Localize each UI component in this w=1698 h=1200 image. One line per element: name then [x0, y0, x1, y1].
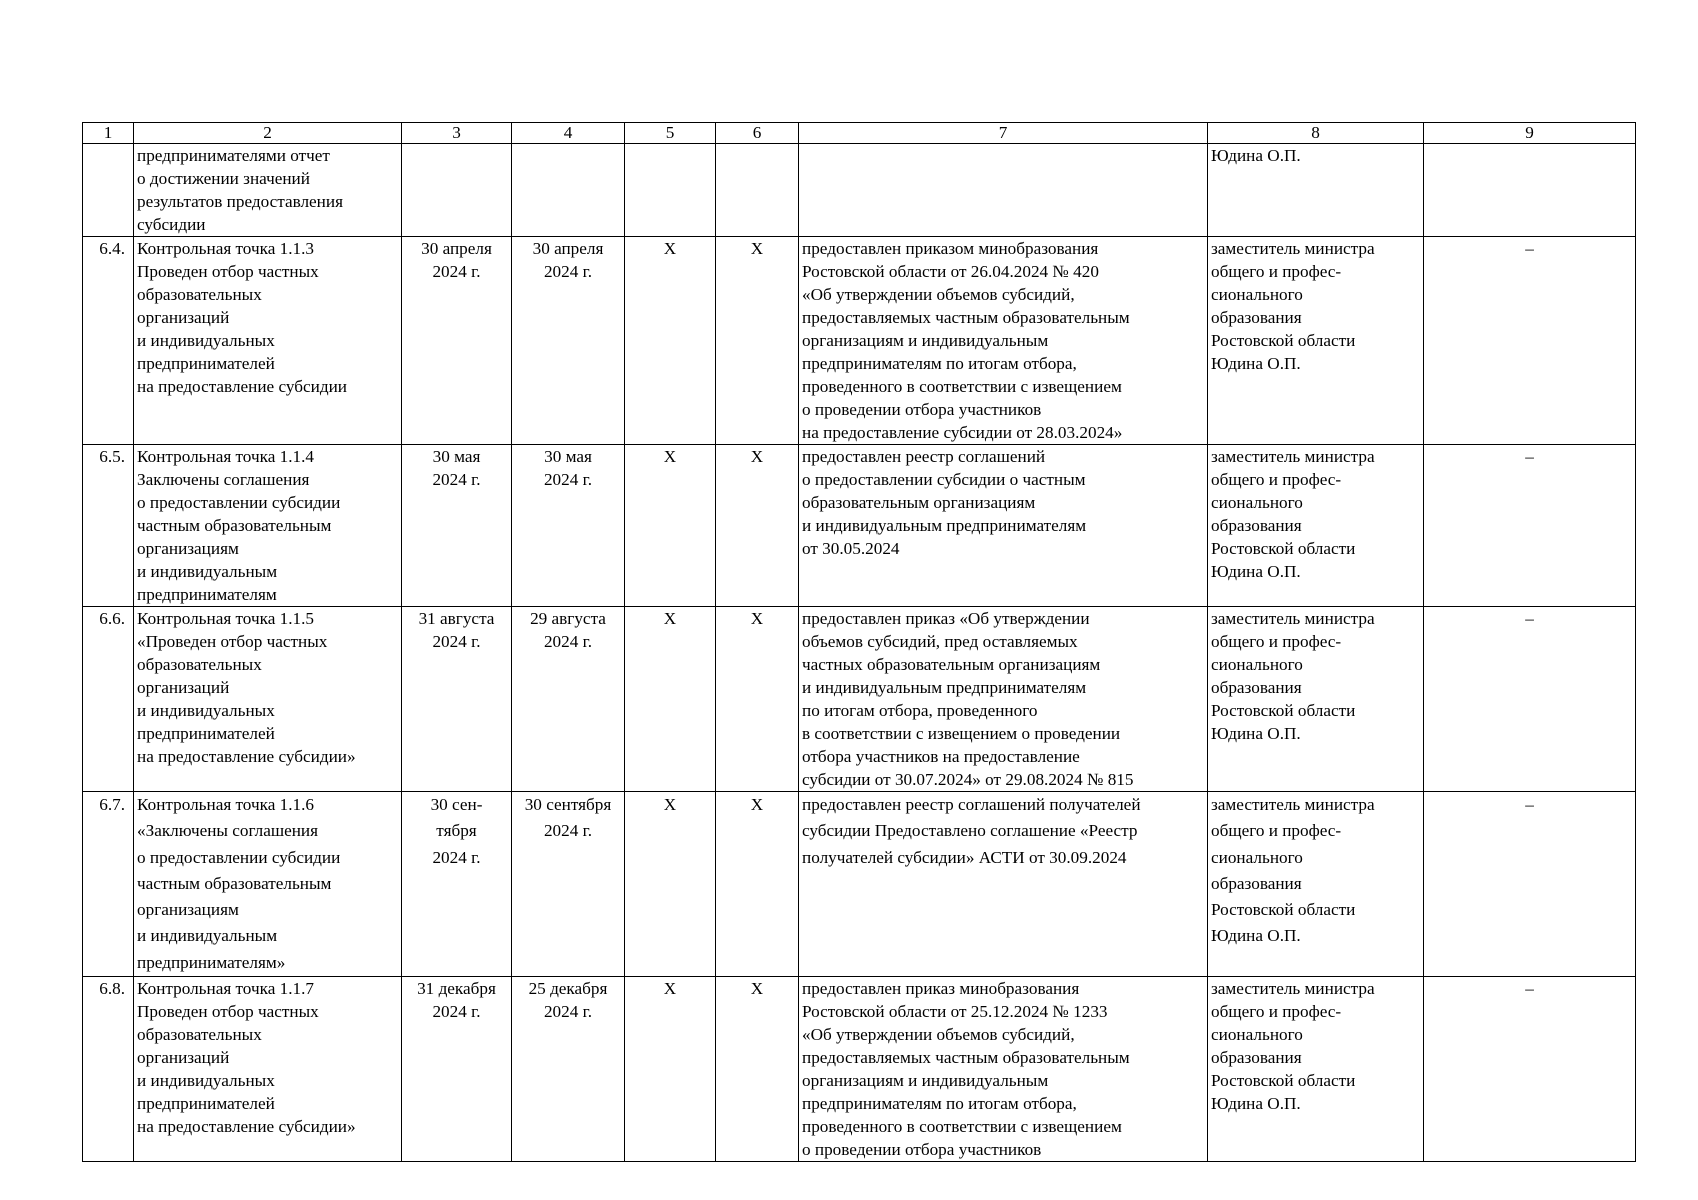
actual-date: 30 сентября 2024 г.	[512, 792, 625, 977]
responsible-person: заместитель министра общего и профес- сионального образования Ростовской области Юдина О.П.	[1208, 607, 1424, 792]
header-row	[83, 123, 1636, 144]
note: –	[1424, 445, 1636, 607]
note: –	[1424, 792, 1636, 977]
actual-date: 30 апреля 2024 г.	[512, 237, 625, 445]
header-cell: 5	[625, 123, 716, 144]
responsible-person: заместитель министра общего и профес- сионального образования Ростовской области Юдина О.П.	[1208, 977, 1424, 1162]
row-number: 6.8.	[83, 977, 134, 1162]
responsible-person: Юдина О.П.	[1208, 144, 1424, 237]
header-cell: 9	[1424, 123, 1636, 144]
header-cell: 8	[1208, 123, 1424, 144]
col5-value	[625, 144, 716, 237]
actual-date: 29 августа 2024 г.	[512, 607, 625, 792]
plan-date: 30 апреля 2024 г.	[402, 237, 512, 445]
responsible-person: заместитель министра общего и профес- сионального образования Ростовской области Юдина О.П.	[1208, 237, 1424, 445]
col6-value: X	[716, 237, 799, 445]
note: –	[1424, 977, 1636, 1162]
header-cell: 3	[402, 123, 512, 144]
control-point-name: Контрольная точка 1.1.4 Заключены соглашения о предоставлении субсидии частным образовательным организациям и индивидуальным предпринимателям	[134, 445, 402, 607]
plan-date: 30 мая 2024 г.	[402, 445, 512, 607]
control-point-name: Контрольная точка 1.1.5 «Проведен отбор частных образовательных организаций и индивидуальных предпринимателей на предоставление субсидии»	[134, 607, 402, 792]
plan-date: 30 сен- тября 2024 г.	[402, 792, 512, 977]
table-row	[83, 977, 1636, 1162]
col5-value: X	[625, 792, 716, 977]
row-number	[83, 144, 134, 237]
plan-date	[402, 144, 512, 237]
result-description	[799, 144, 1208, 237]
row-number: 6.6.	[83, 607, 134, 792]
actual-date	[512, 144, 625, 237]
result-description: предоставлен приказ «Об утверждении объемов субсидий, пред оставляемых частных образовательным организациям и индивидуальным предпринимателям по итогам отбора, проведенного в соответствии с извещением о проведении отбора участников на предоставление субсидии от 30.07.2024» от 29.08.2024 № 815	[799, 607, 1208, 792]
col5-value: X	[625, 607, 716, 792]
control-point-name: Контрольная точка 1.1.7 Проведен отбор частных образовательных организаций и индивидуальных предпринимателей на предоставление субсидии»	[134, 977, 402, 1162]
result-description: предоставлен приказом минобразования Ростовской области от 26.04.2024 № 420 «Об утверждении объемов субсидий, предоставляемых частным образовательным организациям и индивидуальным предпринимателям по итогам отбора, проведенного в соответствии с извещением о проведении отбора участников на предоставление субсидии от 28.03.2024»	[799, 237, 1208, 445]
note: –	[1424, 237, 1636, 445]
col5-value: X	[625, 977, 716, 1162]
control-point-name: Контрольная точка 1.1.6 «Заключены соглашения о предоставлении субсидии частным образовательным организациям и индивидуальным предпринимателям»	[134, 792, 402, 977]
header-cell: 1	[83, 123, 134, 144]
table-row	[83, 792, 1636, 977]
col6-value: X	[716, 445, 799, 607]
table-row	[83, 144, 1636, 237]
result-description: предоставлен реестр соглашений получателей субсидии Предоставлено соглашение «Реестр получателей субсидии» АСТИ от 30.09.2024	[799, 792, 1208, 977]
responsible-person: заместитель министра общего и профес- сионального образования Ростовской области Юдина О.П.	[1208, 445, 1424, 607]
col5-value: X	[625, 445, 716, 607]
table-row	[83, 445, 1636, 607]
table-row	[83, 237, 1636, 445]
header-cell: 4	[512, 123, 625, 144]
actual-date: 30 мая 2024 г.	[512, 445, 625, 607]
plan-date: 31 августа 2024 г.	[402, 607, 512, 792]
row-number: 6.5.	[83, 445, 134, 607]
header-cell: 7	[799, 123, 1208, 144]
actual-date: 25 декабря 2024 г.	[512, 977, 625, 1162]
plan-date: 31 декабря 2024 г.	[402, 977, 512, 1162]
row-number: 6.7.	[83, 792, 134, 977]
header-cell: 6	[716, 123, 799, 144]
note: –	[1424, 607, 1636, 792]
col5-value: X	[625, 237, 716, 445]
row-number: 6.4.	[83, 237, 134, 445]
col6-value: X	[716, 977, 799, 1162]
header-cell: 2	[134, 123, 402, 144]
document-table	[82, 122, 1636, 1162]
col6-value: X	[716, 607, 799, 792]
note	[1424, 144, 1636, 237]
result-description: предоставлен приказ минобразования Ростовской области от 25.12.2024 № 1233 «Об утверждении объемов субсидий, предоставляемых частным образовательным организациям и индивидуальным предпринимателям по итогам отбора, проведенного в соответствии с извещением о проведении отбора участников	[799, 977, 1208, 1162]
col6-value	[716, 144, 799, 237]
col6-value: X	[716, 792, 799, 977]
control-point-name: предпринимателями отчет о достижении значений результатов предоставления субсидии	[134, 144, 402, 237]
table-row	[83, 607, 1636, 792]
control-point-name: Контрольная точка 1.1.3 Проведен отбор частных образовательных организаций и индивидуальных предпринимателей на предоставление субсидии	[134, 237, 402, 445]
responsible-person: заместитель министра общего и профес- сионального образования Ростовской области Юдина О.П.	[1208, 792, 1424, 977]
result-description: предоставлен реестр соглашений о предоставлении субсидии о частным образовательным организациям и индивидуальным предпринимателям от 30.05.2024	[799, 445, 1208, 607]
